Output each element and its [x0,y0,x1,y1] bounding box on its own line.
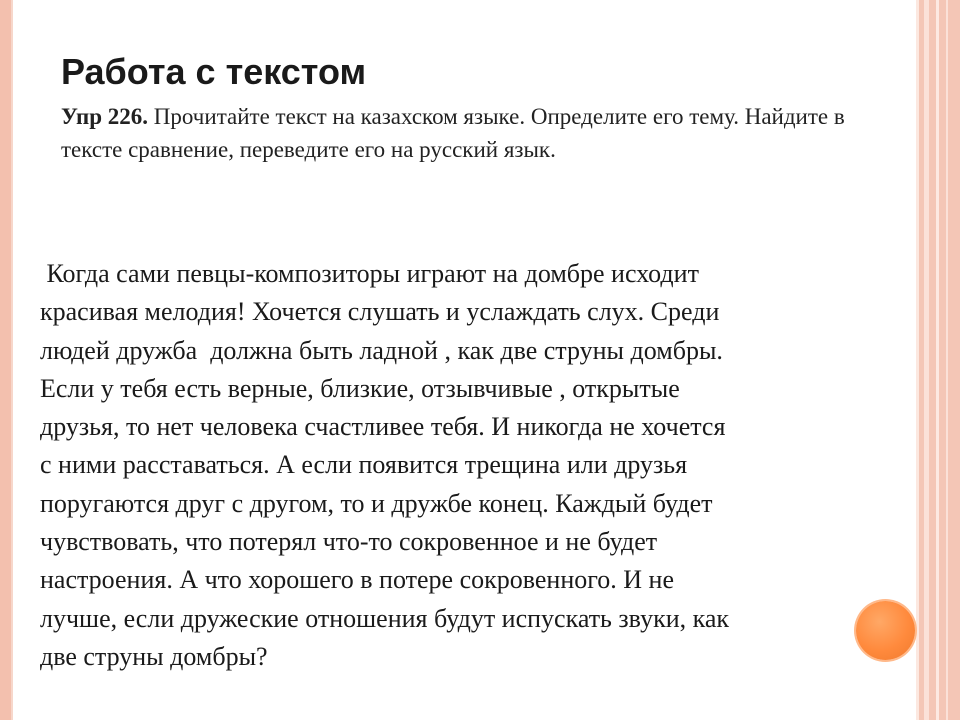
text-line: Когда сами певцы-композиторы играют на домбре исходит [40,259,699,288]
text-line: друзья, то нет человека счастливее тебя. И никогда не хочется [40,412,726,442]
text-line: чувствовать, что потерял что-то сокровенное и не будет [40,527,658,557]
stripe [936,0,939,720]
exercise-instruction [61,100,911,166]
left-decorative-border [0,0,13,720]
exercise-label: Упр 226. [61,104,149,129]
text-line: Если у тебя есть верные, близкие, отзывчивые , открытые [40,373,680,403]
text-line: настроения. А что хорошего в потере сокровенного. И не [40,565,674,595]
right-decorative-stripes [916,0,960,720]
exercise-text: Прочитайте текст на казахском языке. Определите его тему. Найдите в тексте сравнение, переведите его на русский язык. [61,104,845,162]
stripe [916,0,919,720]
orange-circle-decoration [856,601,915,660]
text-line: красивая мелодия! Хочется слушать и услаждать слух. Среди [40,297,720,327]
stripe [924,0,929,720]
text-line: поругаются друг с другом, то и дружбе конец. Каждый будет [40,488,713,518]
text-line: две струны домбры? [40,641,268,671]
stripe [946,0,948,720]
reading-text [40,255,910,676]
slide-title: Работа с текстом [61,51,367,92]
text-line: людей дружба должна быть ладной , как две струны домбры. [40,335,723,365]
text-line: с ними расставаться. А если появится трещина или друзья [40,450,688,480]
text-line: лучше, если дружеские отношения будут испускать звуки, как [40,603,730,633]
